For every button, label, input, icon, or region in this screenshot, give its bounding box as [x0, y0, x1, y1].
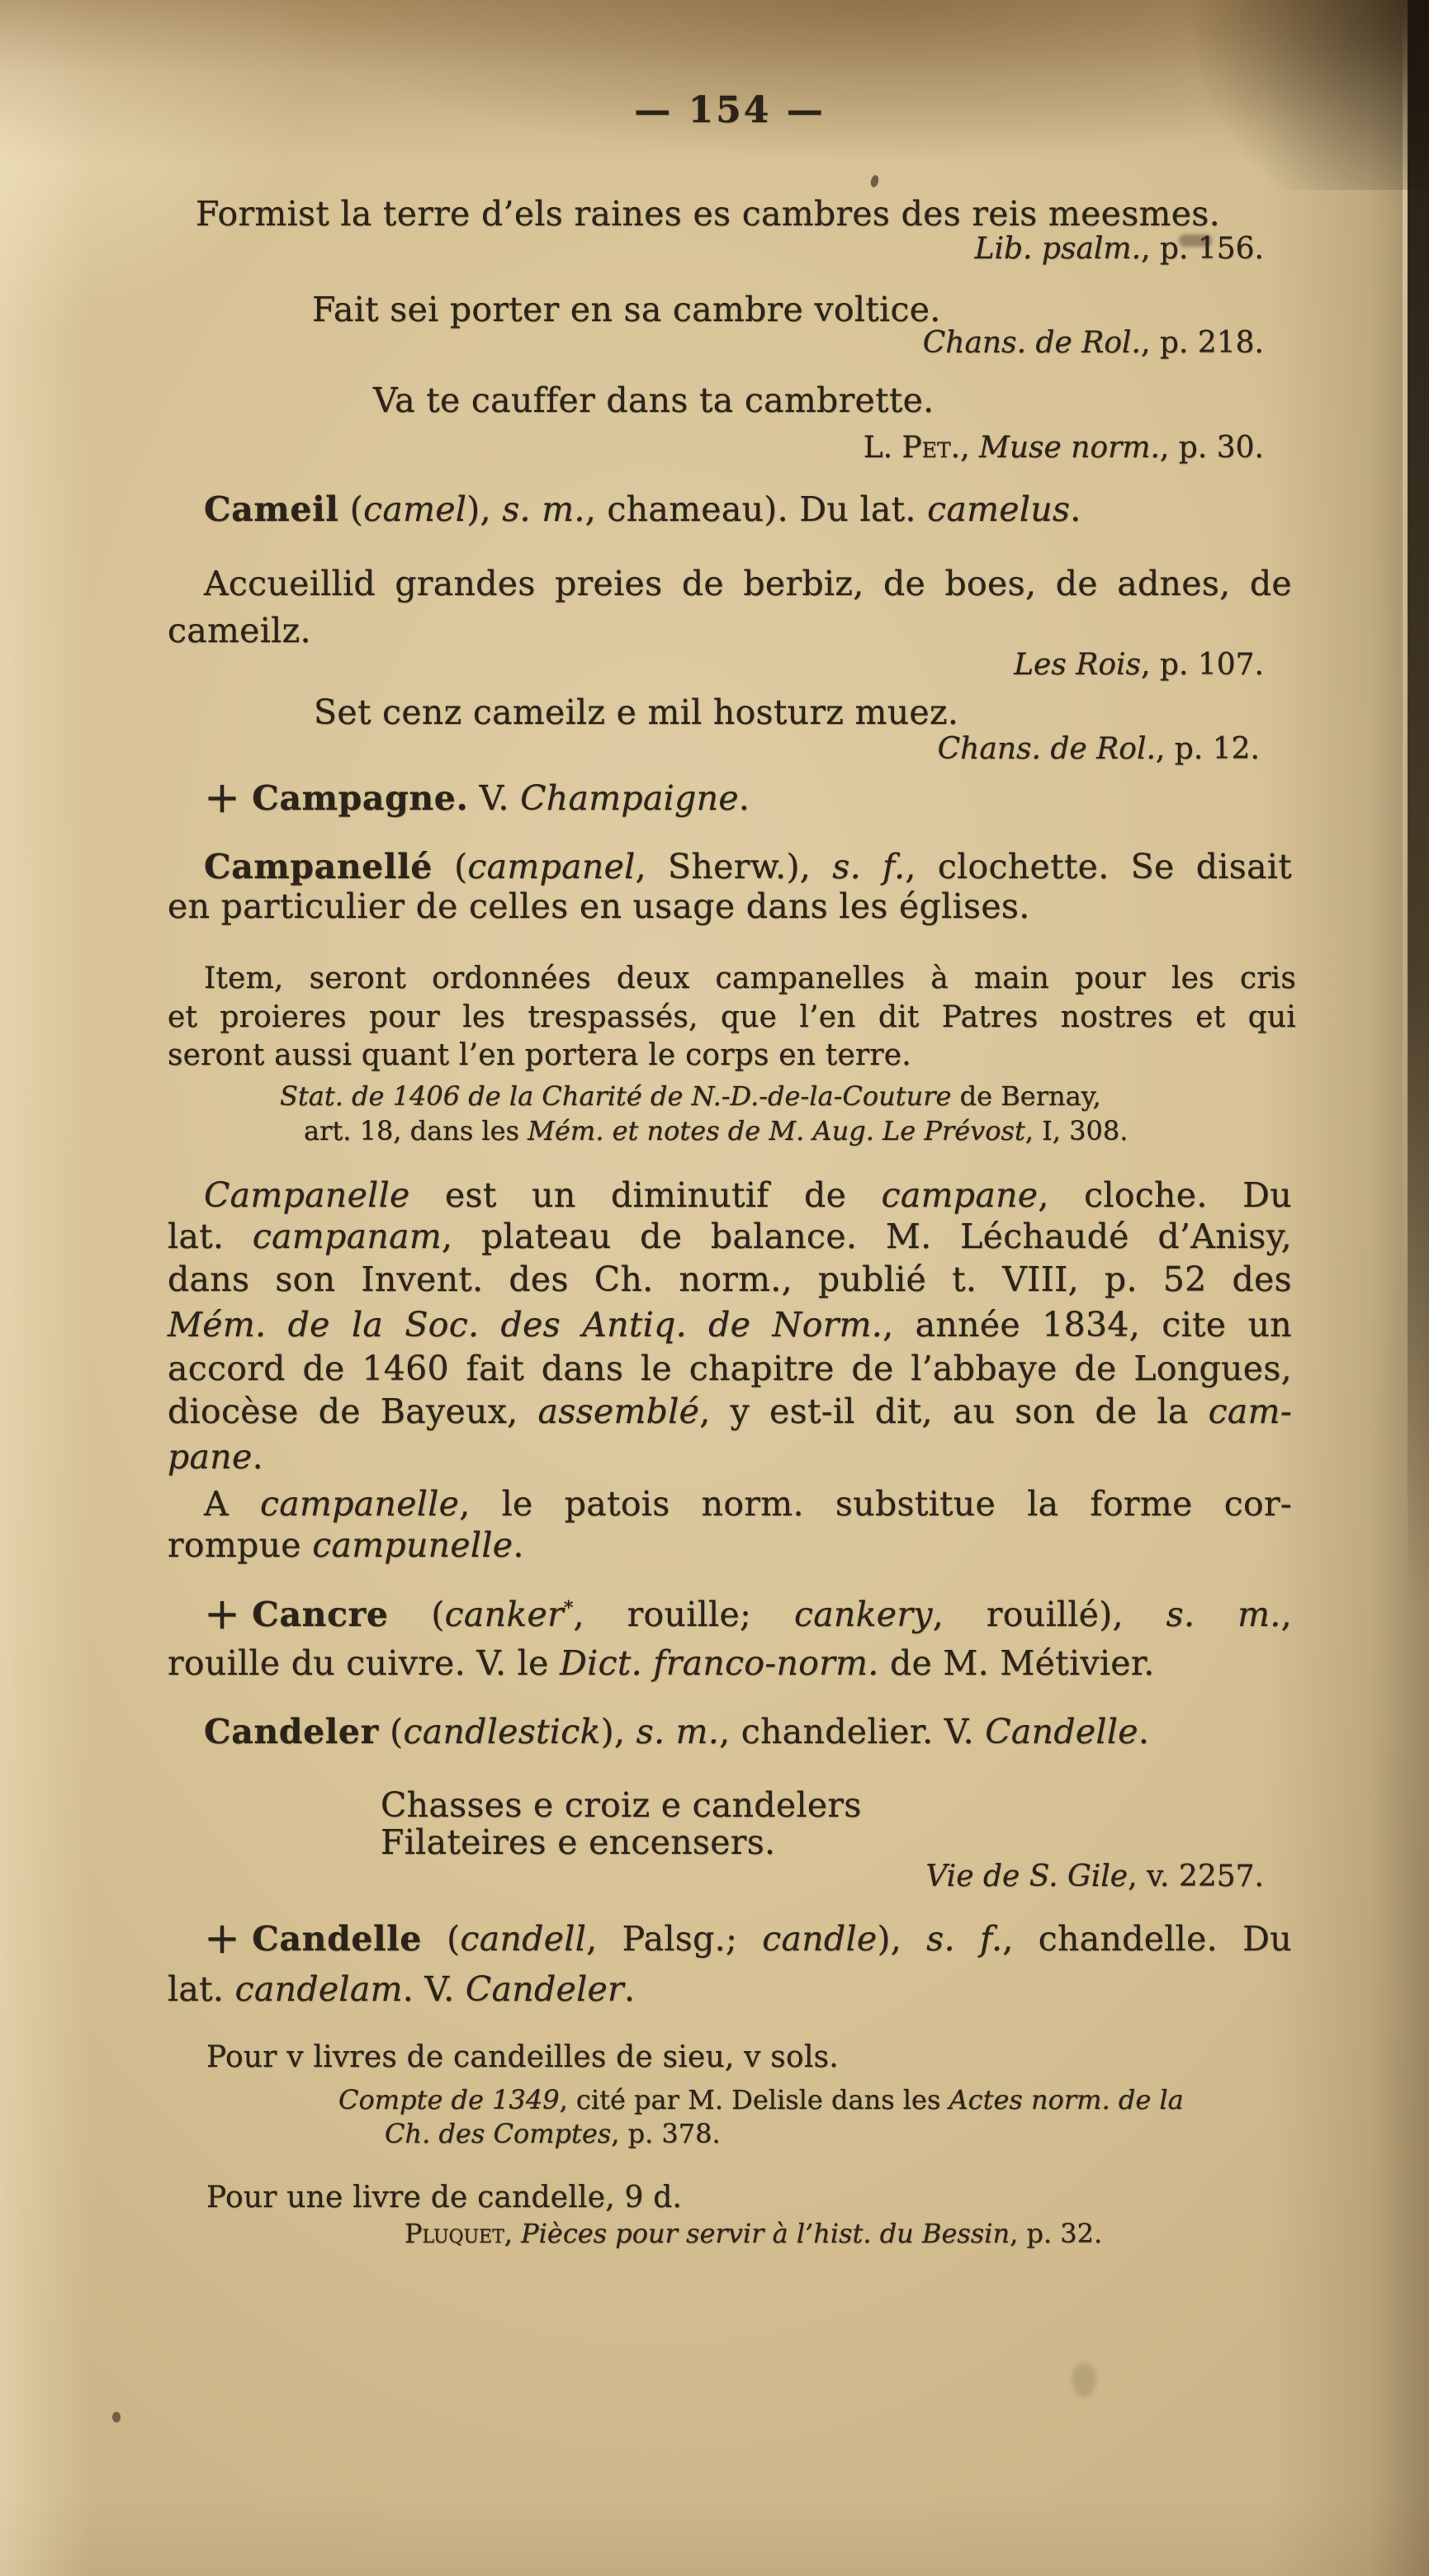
etymon: camel [363, 489, 467, 529]
citation-muse-norm [864, 433, 1264, 463]
text: , rouillé), [932, 1595, 1166, 1634]
text: , chameau). Du lat. [584, 489, 928, 529]
quote-accueillid-line2: cameilz. [168, 611, 311, 650]
citation-stat-1406-line1 [280, 1080, 1101, 1112]
citation-compte-1349-line1 [338, 2084, 1184, 2115]
citation-source: Stat. de 1406 de la Charité de N.-D.-de-la-Couture [280, 1080, 952, 1112]
cross-reference: Candeler [465, 1969, 624, 2009]
quote-formist: Formist la terre d’els raines es cambres des reis meesmes. [196, 194, 1220, 234]
text: ( [432, 847, 468, 886]
book-edge-shadow [1408, 0, 1429, 1609]
text: ( [388, 1595, 445, 1634]
text: . [623, 1969, 636, 2009]
text: , clochette. Se disait [905, 847, 1292, 886]
text: . [1138, 1712, 1150, 1751]
citation-page: , p. 30. [1159, 431, 1264, 465]
word-italic: campanelle [260, 1484, 460, 1524]
entry-cameil [204, 489, 1081, 529]
text: ), [466, 489, 503, 529]
citation-source: Ch. des Comptes [385, 2118, 612, 2149]
headword: Candeler [204, 1712, 379, 1751]
asterisk-mark: * [563, 1597, 574, 1619]
citation-chans-rol-12 [937, 732, 1260, 766]
text: . V. [402, 1969, 466, 2009]
citation-source: Pièces pour servir à l’hist. du Bessin [521, 2218, 1010, 2249]
quote-pour-une-livre: Pour une livre de candelle, 9 d. [206, 2181, 683, 2214]
text: rompue [168, 1525, 313, 1565]
text: de M. Métivier. [878, 1643, 1155, 1683]
citation-page: , p. 12. [1155, 732, 1260, 766]
word-italic: cam- [1208, 1392, 1292, 1431]
etymon: canker [444, 1595, 564, 1634]
cross-reference: Dict. franco-norm. [560, 1643, 879, 1683]
citation-page: , I, 308. [1024, 1115, 1129, 1146]
quote-va-te-cauffer: Va te cauffer dans ta cambrette. [373, 380, 935, 420]
quote-item-line3: seront aussi quant l’en portera le corps en terre. [168, 1038, 911, 1072]
ink-smudge-1 [1072, 2362, 1096, 2397]
headword: Candelle [252, 1919, 423, 1959]
text: . [1070, 489, 1081, 529]
ink-speck-2 [112, 2412, 121, 2422]
etymon: candell [460, 1919, 587, 1959]
entry-campagne [204, 773, 750, 823]
text: , y est-il dit, au son de la [699, 1392, 1209, 1431]
headword: Cancre [252, 1595, 389, 1634]
citation-page: , v. 2257. [1128, 1860, 1264, 1893]
etymon: campanel [467, 847, 636, 886]
citation-vie-de-s-gile [925, 1862, 1264, 1892]
entry-cancre-line1 [204, 1589, 1292, 1639]
text: , cloche. Du [1038, 1175, 1292, 1215]
text: ( [422, 1919, 461, 1959]
text: , rouille; [573, 1595, 794, 1634]
text: est un diminutif de [409, 1175, 882, 1215]
citation-source: Mém. et notes de M. Aug. Le Prévost [528, 1115, 1025, 1146]
pos-label: s. m. [636, 1712, 720, 1751]
quote-fait-sei: Fait sei porter en sa cambre voltice. [312, 290, 941, 329]
text: art. 18, dans les [304, 1115, 528, 1146]
obsolete-cross-mark: + [204, 773, 241, 823]
pos-label: s. f. [832, 847, 906, 886]
citation-page: , p. 32. [1010, 2218, 1103, 2249]
entry-candelle-line2 [168, 1969, 636, 2009]
headword: Campagne. [252, 778, 469, 818]
citation-page: , p. 378. [611, 2118, 721, 2149]
obsolete-cross-mark: + [204, 1913, 241, 1964]
verse-filateires: Filateires e encensers. [381, 1822, 776, 1862]
text: , cité par M. Delisle dans les [559, 2084, 949, 2115]
text: ), [600, 1712, 636, 1751]
text: . [252, 1437, 263, 1477]
citation-stat-1406-line2 [304, 1115, 1129, 1146]
citation-source: Vie de S. Gile [925, 1860, 1129, 1893]
pos-label: s. f. [926, 1919, 1003, 1959]
entry-candeler [204, 1712, 1150, 1751]
paragraph-campanelle-line7 [168, 1437, 263, 1477]
etymon: candelam [234, 1969, 403, 2009]
text: V. [468, 778, 521, 818]
citation-page: , p. 107. [1141, 648, 1264, 682]
headword: Cameil [204, 489, 339, 529]
paragraph-campanelle-line3: dans son Invent. des Ch. norm., publié t. VIII, p. 52 des [168, 1260, 1292, 1299]
quote-item-line1: Item, seront ordonnées deux campanelles à main pour les cris [204, 962, 1296, 995]
text: , chandelle. Du [1002, 1919, 1292, 1959]
paragraph-a-campanelle-line2 [168, 1525, 524, 1565]
etymon: candle [762, 1919, 878, 1959]
text: ( [338, 489, 364, 529]
text: diocèse de Bayeux, [168, 1392, 538, 1431]
citation-author: L. Pet. [863, 431, 961, 465]
etymon: camelus [927, 489, 1071, 529]
citation-source: Lib. psalm. [974, 232, 1142, 266]
quote-accueillid-line1: Accueillid grandes preies de berbiz, de boes, de adnes, de [204, 564, 1292, 603]
text: , année 1834, cite un [882, 1305, 1292, 1345]
citation-lib-psalm [975, 234, 1264, 264]
citation-source: Chans. de Rol. [937, 732, 1156, 766]
verse-chasses: Chasses e croiz e candelers [381, 1785, 862, 1825]
text: ), [877, 1919, 927, 1959]
word-italic: campane [881, 1175, 1039, 1215]
cross-reference: Champaigne [520, 778, 739, 818]
text: , plateau de balance. M. Léchaudé d’Anisy, [442, 1217, 1292, 1256]
citation-page: , p. 218. [1141, 326, 1264, 360]
citation-sep: , [960, 431, 979, 465]
paragraph-campanelle-line5: accord de 1460 fait dans le chapitre de l’abbaye de Longues, [168, 1349, 1292, 1388]
word-italic: Campanelle [204, 1175, 410, 1215]
paragraph-campanelle-line2 [168, 1217, 1292, 1256]
text: rouille du cuivre. V. le [168, 1643, 560, 1683]
pos-label: s. m. [502, 489, 585, 529]
paragraph-campanelle-line6 [168, 1392, 1292, 1431]
word-italic: pane [168, 1437, 253, 1477]
citation-pluquet [405, 2220, 1102, 2247]
page-number: — 154 — [634, 89, 826, 131]
word-italic: campanam [252, 1217, 442, 1256]
entry-cancre-line2 [168, 1643, 1155, 1683]
pos-label: s. m. [1166, 1595, 1281, 1634]
entry-candelle-line1 [204, 1913, 1292, 1964]
text: , le patois norm. substitue la forme cor- [459, 1484, 1293, 1524]
text: lat. [168, 1969, 235, 2009]
entry-campanelle-line2: en particulier de celles en usage dans les églises. [168, 886, 1030, 926]
text: , [1280, 1595, 1292, 1634]
citation-source: Actes norm. de la [949, 2084, 1184, 2115]
ink-speck-1 [869, 174, 879, 188]
quote-item-line2: et proieres pour les trespassés, que l’en dit Patres nostres et qui [168, 1000, 1296, 1034]
citation-author: Pluquet [405, 2218, 504, 2249]
quote-set-cenz: Set cenz cameilz e mil hosturz muez. [314, 692, 959, 732]
text: de Bernay, [951, 1080, 1101, 1112]
quote-pour-v-livres: Pour v livres de candeilles de sieu, v sols. [206, 2040, 839, 2074]
obsolete-cross-mark: + [204, 1589, 241, 1639]
paragraph-campanelle-line4 [168, 1305, 1292, 1345]
headword: Campanellé [204, 847, 433, 886]
text: . [513, 1525, 524, 1565]
text: , chandelier. V. [719, 1712, 986, 1751]
etymon: candlestick [403, 1712, 601, 1751]
word-italic: campunelle [312, 1525, 513, 1565]
paragraph-a-campanelle-line1 [204, 1484, 1293, 1524]
entry-campanelle-line1 [204, 847, 1292, 886]
text: . [738, 778, 750, 818]
text: lat. [168, 1217, 253, 1256]
etymon: cankery [793, 1595, 933, 1634]
word-italic: assemblé [537, 1392, 700, 1431]
text: ( [378, 1712, 404, 1751]
citation-chans-rol-218 [923, 328, 1264, 358]
citation-compte-1349-line2 [385, 2120, 721, 2147]
word-italic: Mém. de la Soc. des Antiq. de Norm. [168, 1305, 883, 1345]
text: , Palsg.; [586, 1919, 763, 1959]
citation-les-rois [1014, 650, 1264, 680]
citation-source: Chans. de Rol. [922, 326, 1142, 360]
citation-page: , p. 156. [1141, 232, 1264, 266]
citation-sep: , [504, 2218, 522, 2249]
text: A [204, 1484, 261, 1524]
citation-source: Les Rois [1014, 648, 1142, 682]
citation-source: Muse norm. [979, 431, 1160, 465]
text: , Sherw.), [635, 847, 833, 886]
paragraph-campanelle-line1 [204, 1175, 1292, 1215]
citation-source: Compte de 1349 [338, 2084, 560, 2115]
cross-reference: Candelle [985, 1712, 1138, 1751]
